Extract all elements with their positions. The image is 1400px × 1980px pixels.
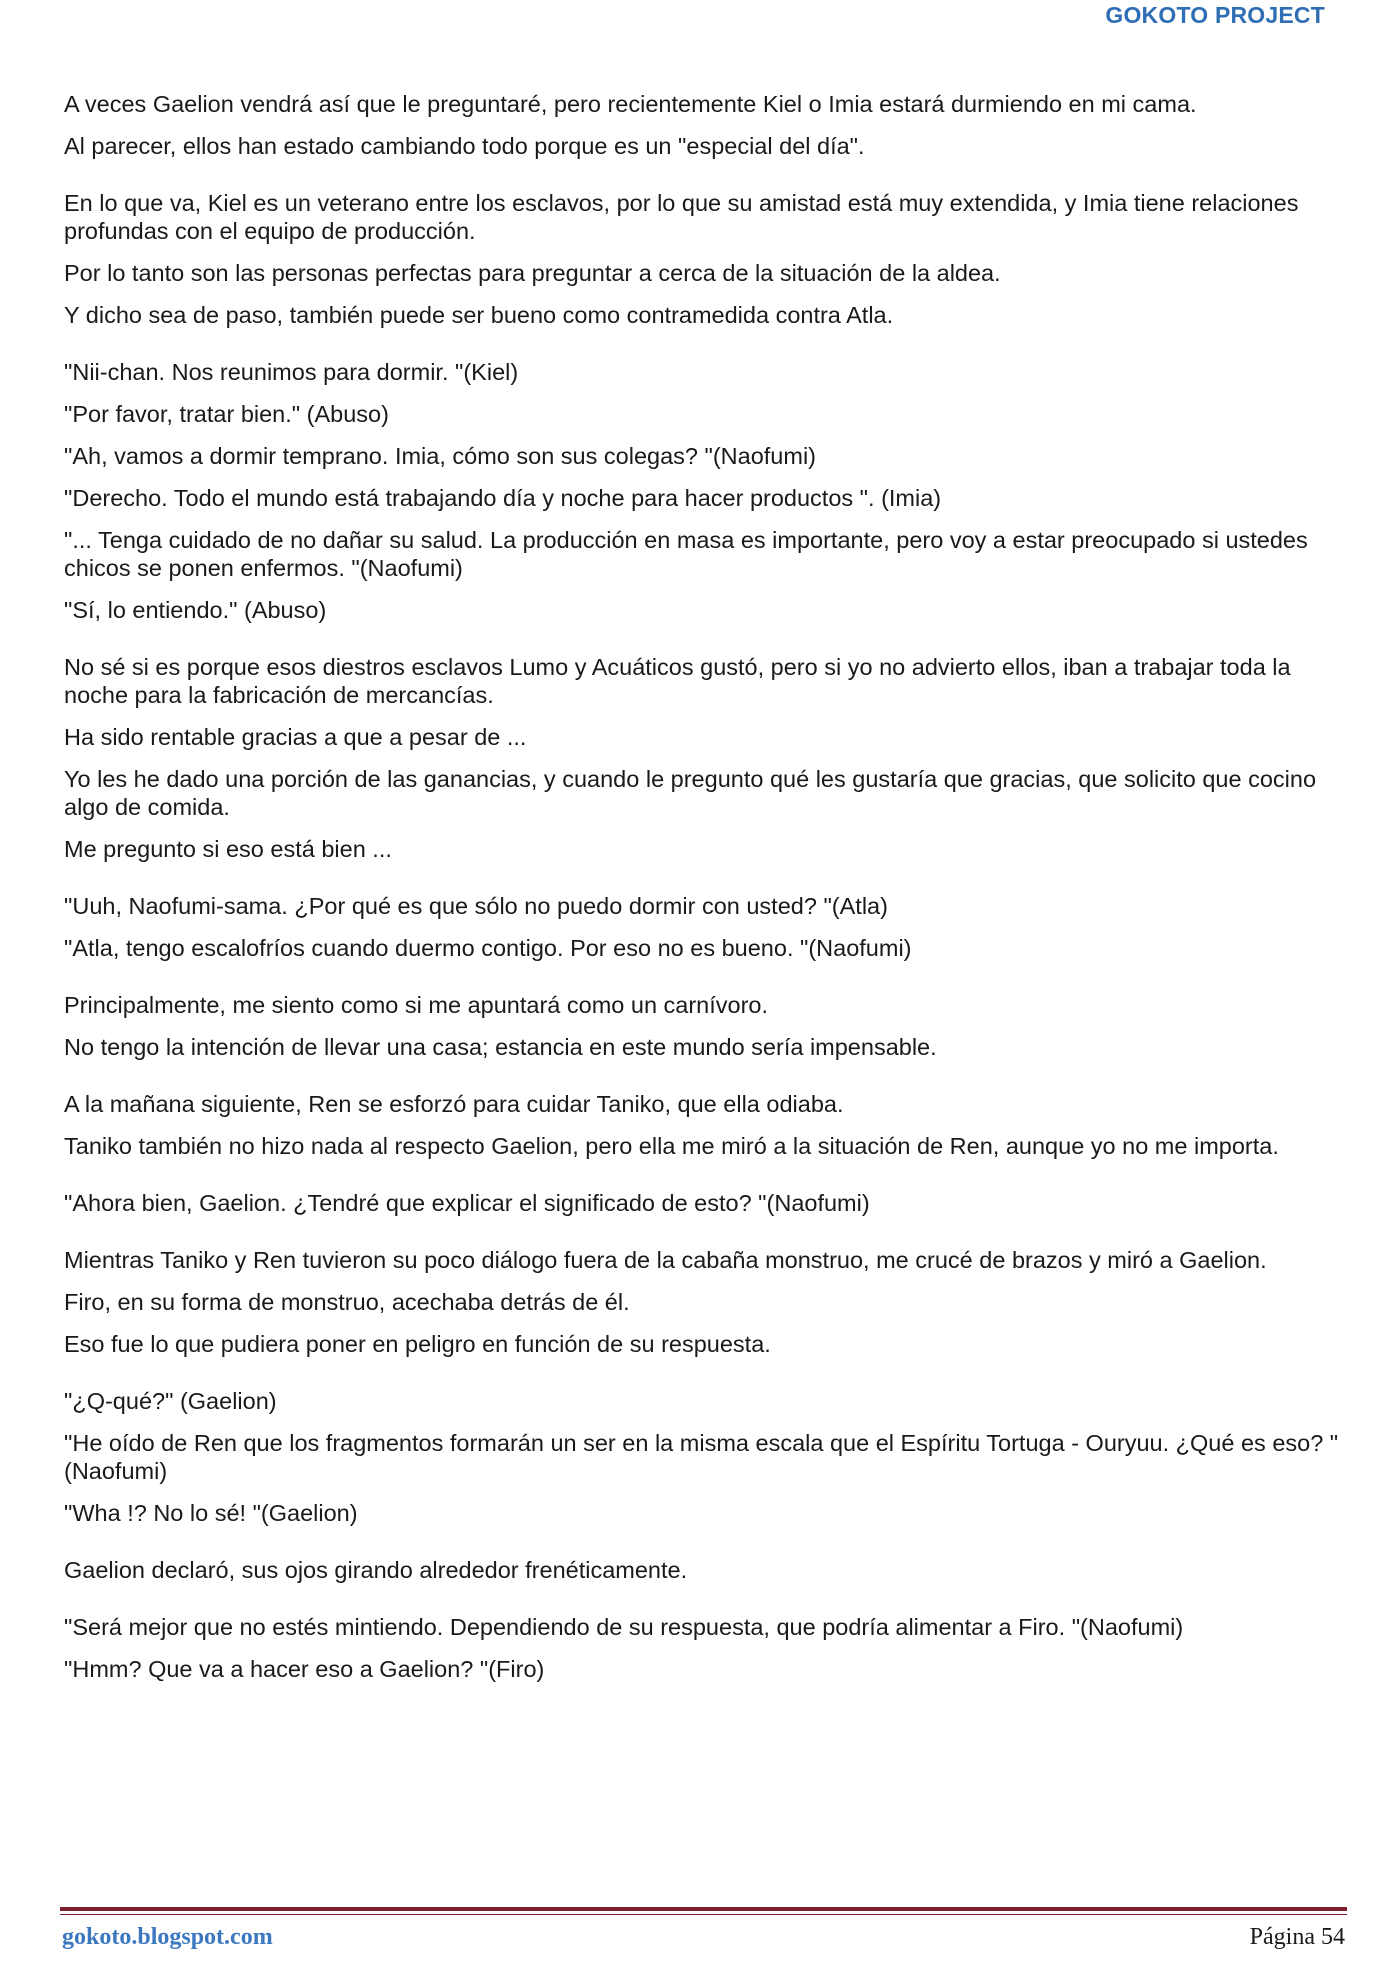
header-title: GOKOTO PROJECT [1105,2,1325,28]
page-number: Página 54 [1249,1924,1345,1950]
paragraph: "... Tenga cuidado de no dañar su salud. La producción en masa es importante, pero voy a estar preocupado si ustedes chicos se ponen enfermos. "(Naofumi) [64,527,1308,581]
paragraph: No tengo la intención de llevar una casa; estancia en este mundo sería impensable. [64,1034,937,1060]
paragraph: "Uuh, Naofumi-sama. ¿Por qué es que sólo no puedo dormir con usted? "(Atla) [64,893,888,919]
paragraph: "Ah, vamos a dormir temprano. Imia, cómo son sus colegas? "(Naofumi) [64,443,816,469]
paragraph: "Por favor, tratar bien." (Abuso) [64,401,389,427]
paragraph: "Nii-chan. Nos reunimos para dormir. "(Kiel) [64,359,519,385]
paragraph: Ha sido rentable gracias a que a pesar de ... [64,724,527,750]
paragraph: Al parecer, ellos han estado cambiando todo porque es un "especial del día". [64,133,865,159]
paragraph: "Ahora bien, Gaelion. ¿Tendré que explicar el significado de esto? "(Naofumi) [64,1190,870,1216]
paragraph: "Sí, lo entiendo." (Abuso) [64,597,327,623]
paragraph: "Será mejor que no estés mintiendo. Dependiendo de su respuesta, que podría alimentar a Firo. "(Naofumi) [64,1614,1184,1640]
paragraph: "Atla, tengo escalofríos cuando duermo contigo. Por eso no es bueno. "(Naofumi) [64,935,912,961]
paragraph: Firo, en su forma de monstruo, acechaba detrás de él. [64,1289,630,1315]
paragraph: Gaelion declaró, sus ojos girando alrededor frenéticamente. [64,1557,688,1583]
paragraph: "Hmm? Que va a hacer eso a Gaelion? "(Firo) [64,1656,545,1682]
paragraph: Principalmente, me siento como si me apuntará como un carnívoro. [64,992,769,1018]
paragraph: "¿Q-qué?" (Gaelion) [64,1388,277,1414]
paragraph: Taniko también no hizo nada al respecto Gaelion, pero ella me miró a la situación de Ren, aunque yo no me importa. [64,1133,1279,1159]
paragraph: A la mañana siguiente, Ren se esforzó para cuidar Taniko, que ella odiaba. [64,1091,844,1117]
paragraph: En lo que va, Kiel es un veterano entre los esclavos, por lo que su amistad está muy extendida, y Imia tiene relaciones profundas con el equipo de producción. [64,190,1299,244]
paragraph: "Derecho. Todo el mundo está trabajando día y noche para hacer productos ". (Imia) [64,485,942,511]
paragraph: Y dicho sea de paso, también puede ser bueno como contramedida contra Atla. [64,302,894,328]
paragraph: No sé si es porque esos diestros esclavos Lumo y Acuáticos gustó, pero si yo no advierto ellos, iban a trabajar toda la noche para la fabricación de mercancías. [64,654,1291,708]
paragraph: Yo les he dado una porción de las ganancias, y cuando le pregunto qué les gustaría que gracias, que solicito que cocino algo de comida. [64,766,1317,820]
paragraph: "Wha !? No lo sé! "(Gaelion) [64,1500,358,1526]
paragraph: A veces Gaelion vendrá así que le preguntaré, pero recientemente Kiel o Imia estará durmiendo en mi cama. [64,91,1197,117]
paragraph: Eso fue lo que pudiera poner en peligro en función de su respuesta. [64,1331,771,1357]
footer-site-link[interactable]: gokoto.blogspot.com [62,1924,273,1950]
paragraph: "He oído de Ren que los fragmentos formarán un ser en la misma escala que el Espíritu Tortuga - Ouryuu. ¿Qué es eso? "(Naofumi) [64,1430,1339,1484]
document-body [64,90,1344,1697]
paragraph: Por lo tanto son las personas perfectas para preguntar a cerca de la situación de la aldea. [64,260,1001,286]
paragraph: Me pregunto si eso está bien ... [64,836,392,862]
paragraph: Mientras Taniko y Ren tuvieron su poco diálogo fuera de la cabaña monstruo, me crucé de brazos y miró a Gaelion. [64,1247,1267,1273]
